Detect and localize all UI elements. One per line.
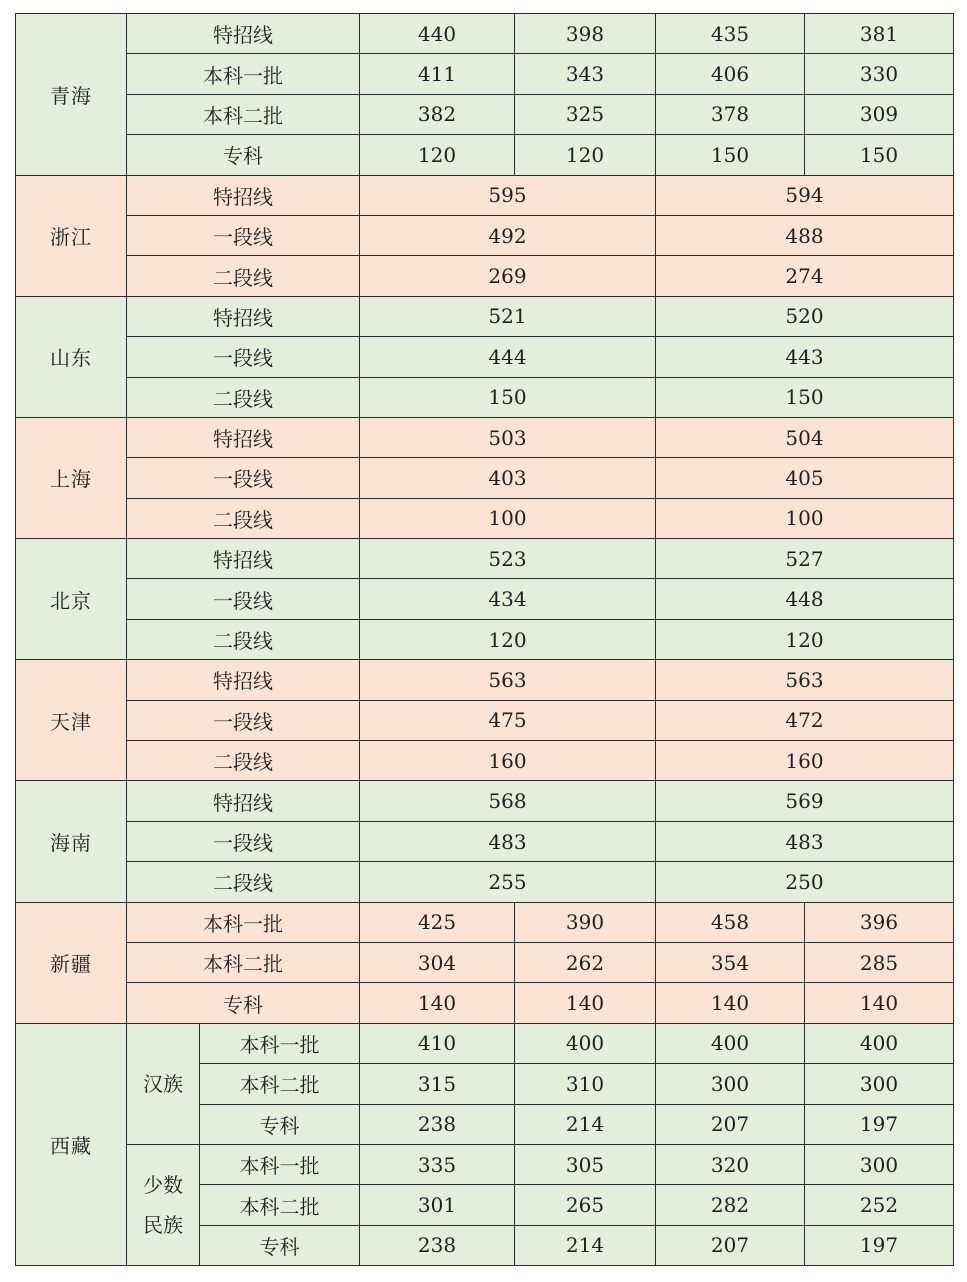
batch-label-cell: 本科二批 (127, 942, 360, 982)
score-cell: 214 (515, 1104, 656, 1144)
batch-label-cell: 本科一批 (127, 902, 360, 942)
score-cell: 285 (805, 942, 954, 982)
score-cell: 150 (656, 377, 954, 417)
table-row (16, 660, 954, 700)
score-cell: 252 (805, 1185, 954, 1225)
score-cell: 563 (360, 660, 656, 700)
batch-label-cell: 一段线 (127, 821, 360, 861)
score-cell: 458 (656, 902, 805, 942)
table-row (16, 821, 954, 861)
table-row (16, 14, 954, 54)
batch-label-cell: 特招线 (127, 14, 360, 54)
score-cell: 197 (805, 1225, 954, 1265)
batch-label-cell: 二段线 (127, 619, 360, 659)
score-cell: 444 (360, 337, 656, 377)
batch-label-cell: 二段线 (127, 377, 360, 417)
score-cell: 160 (656, 741, 954, 781)
score-cell: 120 (515, 135, 656, 175)
score-cell: 504 (656, 417, 954, 457)
score-cell: 568 (360, 781, 656, 821)
table-row (16, 579, 954, 619)
score-cell: 595 (360, 175, 656, 215)
score-cell: 492 (360, 215, 656, 255)
province-cell: 新疆 (16, 902, 127, 1023)
score-cell: 150 (805, 135, 954, 175)
score-cell: 503 (360, 417, 656, 457)
score-cell: 300 (656, 1064, 805, 1104)
province-cell: 上海 (16, 417, 127, 538)
score-cell: 140 (360, 983, 515, 1023)
ethnic-group-label: 汉族 (143, 1071, 183, 1096)
score-cell: 207 (656, 1104, 805, 1144)
score-cell: 238 (360, 1104, 515, 1144)
batch-label-cell: 专科 (127, 983, 360, 1023)
score-cell: 400 (656, 1023, 805, 1063)
province-cell: 浙江 (16, 175, 127, 296)
score-cell: 309 (805, 94, 954, 134)
score-cell: 140 (515, 983, 656, 1023)
score-cell: 405 (656, 458, 954, 498)
table-row (16, 862, 954, 902)
table-row (16, 539, 954, 579)
score-cell: 406 (656, 54, 805, 94)
score-cell: 140 (656, 983, 805, 1023)
table-row (16, 54, 954, 94)
province-cell: 西藏 (16, 1023, 127, 1265)
table-row (16, 337, 954, 377)
ethnic-group-cell (127, 1023, 200, 1144)
score-cell: 300 (805, 1144, 954, 1184)
batch-label-cell: 二段线 (127, 862, 360, 902)
score-cell: 390 (515, 902, 656, 942)
score-cell: 400 (515, 1023, 656, 1063)
batch-label-cell: 特招线 (127, 781, 360, 821)
batch-label-cell: 本科一批 (200, 1144, 360, 1184)
score-cell: 398 (515, 14, 656, 54)
score-cell: 563 (656, 660, 954, 700)
score-cell: 403 (360, 458, 656, 498)
table-row (16, 781, 954, 821)
batch-label-cell: 专科 (127, 135, 360, 175)
score-cell: 396 (805, 902, 954, 942)
table-row (16, 175, 954, 215)
batch-label-cell: 特招线 (127, 539, 360, 579)
province-cell: 海南 (16, 781, 127, 902)
batch-label-cell: 二段线 (127, 741, 360, 781)
province-cell: 青海 (16, 14, 127, 176)
score-cell: 150 (656, 135, 805, 175)
batch-label-cell: 二段线 (127, 498, 360, 538)
score-cell: 120 (360, 619, 656, 659)
score-cell: 207 (656, 1225, 805, 1265)
score-cell: 520 (656, 296, 954, 336)
table-row (16, 498, 954, 538)
batch-label-cell: 本科一批 (200, 1023, 360, 1063)
score-cell: 435 (656, 14, 805, 54)
batch-label-cell: 本科二批 (200, 1185, 360, 1225)
score-cell: 100 (656, 498, 954, 538)
score-cell: 265 (515, 1185, 656, 1225)
score-cell: 214 (515, 1225, 656, 1265)
score-cell: 301 (360, 1185, 515, 1225)
score-cell: 381 (805, 14, 954, 54)
batch-label-cell: 专科 (200, 1225, 360, 1265)
province-cell: 北京 (16, 539, 127, 660)
score-cell: 305 (515, 1144, 656, 1184)
score-cell: 100 (360, 498, 656, 538)
score-cell: 310 (515, 1064, 656, 1104)
score-cell: 330 (805, 54, 954, 94)
score-cell: 197 (805, 1104, 954, 1144)
batch-label-cell: 一段线 (127, 700, 360, 740)
table-row (16, 94, 954, 134)
score-cell: 150 (360, 377, 656, 417)
score-cell: 569 (656, 781, 954, 821)
score-cell: 410 (360, 1023, 515, 1063)
table-row (16, 902, 954, 942)
score-cell: 238 (360, 1225, 515, 1265)
table-row (16, 983, 954, 1023)
score-cell: 335 (360, 1144, 515, 1184)
table-body (16, 14, 954, 1266)
table-row (16, 417, 954, 457)
score-line-table (15, 13, 954, 1266)
ethnic-group-cell (127, 1144, 200, 1265)
batch-label-cell: 一段线 (127, 458, 360, 498)
score-cell: 378 (656, 94, 805, 134)
score-cell: 440 (360, 14, 515, 54)
table-row (16, 1023, 954, 1063)
table-row (16, 741, 954, 781)
table-row (16, 256, 954, 296)
batch-label-cell: 特招线 (127, 417, 360, 457)
score-cell: 300 (805, 1064, 954, 1104)
score-cell: 269 (360, 256, 656, 296)
batch-label-cell: 本科二批 (200, 1064, 360, 1104)
score-cell: 483 (656, 821, 954, 861)
score-cell: 274 (656, 256, 954, 296)
score-cell: 472 (656, 700, 954, 740)
score-cell: 425 (360, 902, 515, 942)
score-cell: 400 (805, 1023, 954, 1063)
batch-label-cell: 本科一批 (127, 54, 360, 94)
score-cell: 411 (360, 54, 515, 94)
score-cell: 448 (656, 579, 954, 619)
ethnic-group-label: 民族 (143, 1213, 183, 1238)
batch-label-cell: 特招线 (127, 660, 360, 700)
table-row (16, 296, 954, 336)
ethnic-group-label: 少数 (143, 1173, 183, 1198)
batch-label-cell: 一段线 (127, 337, 360, 377)
score-cell: 250 (656, 862, 954, 902)
table-row (16, 135, 954, 175)
score-cell: 594 (656, 175, 954, 215)
score-cell: 315 (360, 1064, 515, 1104)
score-cell: 488 (656, 215, 954, 255)
table-row (16, 377, 954, 417)
table-row (16, 458, 954, 498)
score-cell: 320 (656, 1144, 805, 1184)
batch-label-cell: 本科二批 (127, 94, 360, 134)
table-row (16, 700, 954, 740)
batch-label-cell: 一段线 (127, 579, 360, 619)
score-cell: 523 (360, 539, 656, 579)
score-cell: 483 (360, 821, 656, 861)
score-cell: 382 (360, 94, 515, 134)
batch-label-cell: 一段线 (127, 215, 360, 255)
table-row (16, 619, 954, 659)
score-cell: 304 (360, 942, 515, 982)
score-cell: 354 (656, 942, 805, 982)
score-cell: 527 (656, 539, 954, 579)
batch-label-cell: 二段线 (127, 256, 360, 296)
batch-label-cell: 专科 (200, 1104, 360, 1144)
score-cell: 475 (360, 700, 656, 740)
score-cell: 120 (360, 135, 515, 175)
score-cell: 443 (656, 337, 954, 377)
score-cell: 255 (360, 862, 656, 902)
score-cell: 434 (360, 579, 656, 619)
table-row (16, 1144, 954, 1184)
score-cell: 521 (360, 296, 656, 336)
score-cell: 120 (656, 619, 954, 659)
table-row (16, 215, 954, 255)
score-cell: 140 (805, 983, 954, 1023)
score-cell: 282 (656, 1185, 805, 1225)
batch-label-cell: 特招线 (127, 296, 360, 336)
table-row (16, 942, 954, 982)
province-cell: 天津 (16, 660, 127, 781)
score-cell: 262 (515, 942, 656, 982)
province-cell: 山东 (16, 296, 127, 417)
score-cell: 343 (515, 54, 656, 94)
batch-label-cell: 特招线 (127, 175, 360, 215)
score-cell: 160 (360, 741, 656, 781)
score-cell: 325 (515, 94, 656, 134)
